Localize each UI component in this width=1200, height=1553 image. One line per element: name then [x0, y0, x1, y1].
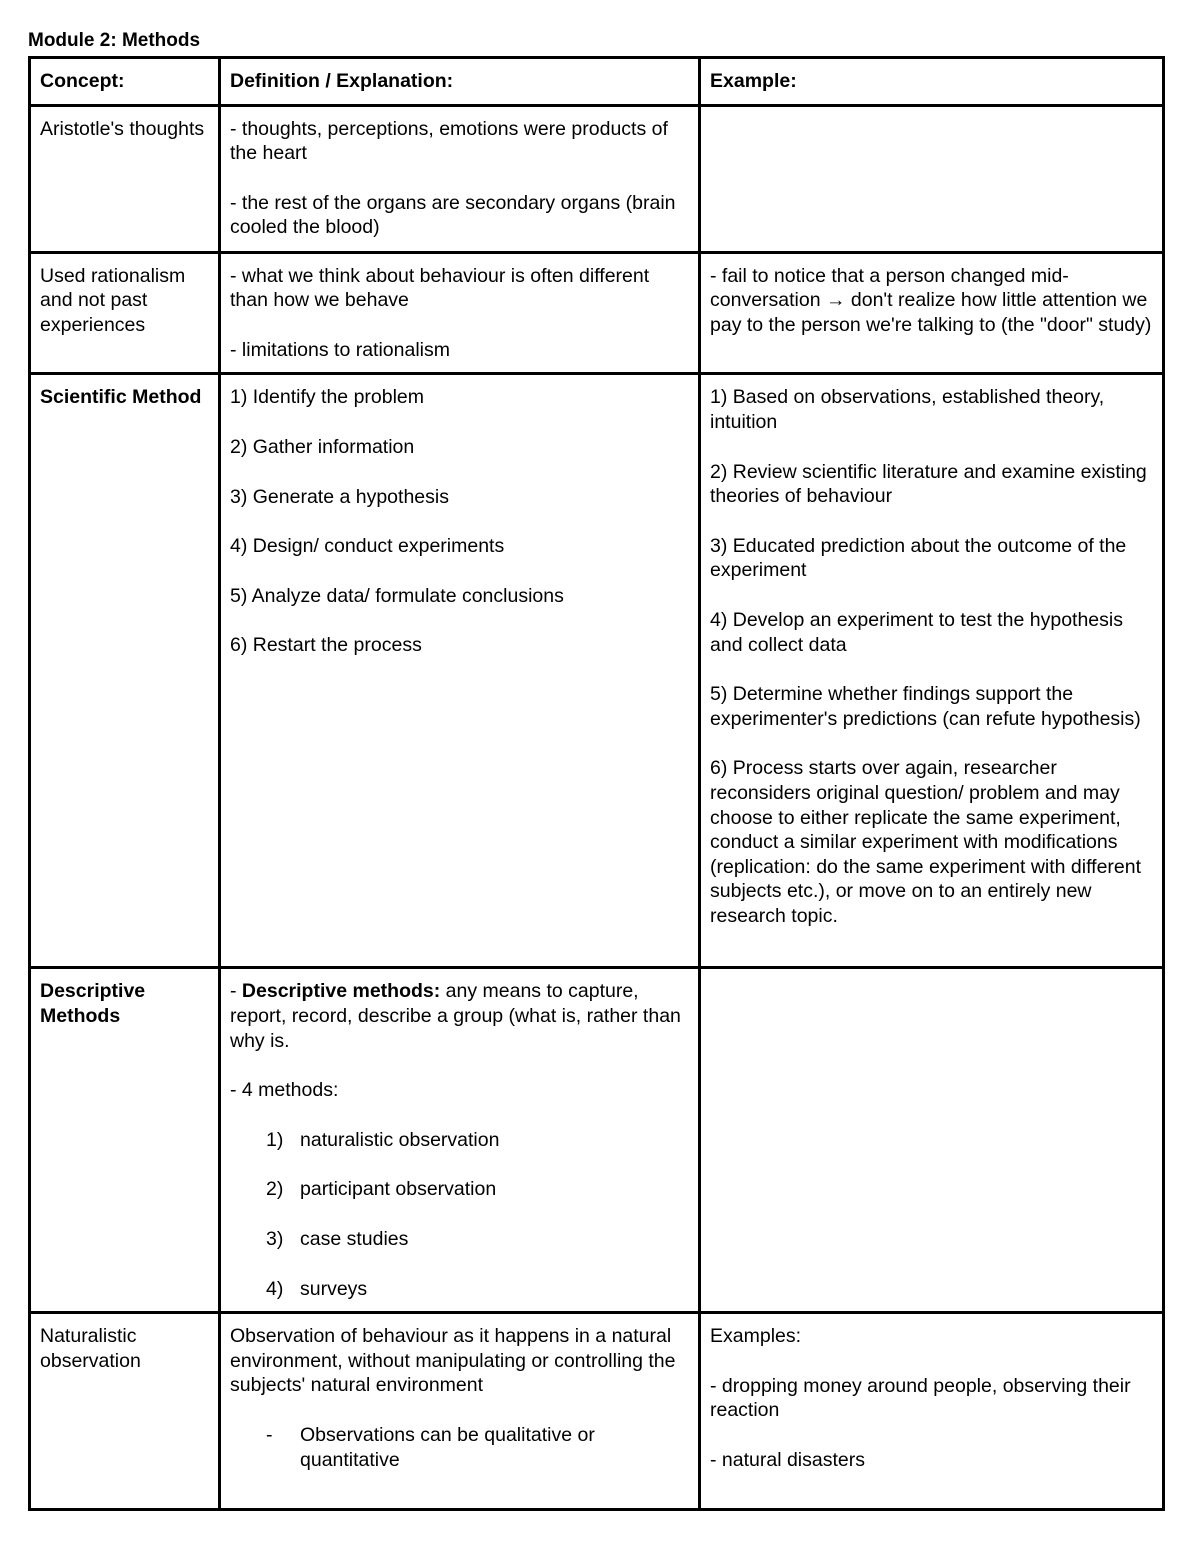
- concept-label: Descriptive Methods: [40, 980, 146, 1027]
- definition-cell: [220, 1313, 700, 1510]
- step-item: 5) Analyze data/ formulate conclusions: [230, 584, 564, 607]
- example-paragraph: Examples:: [710, 1325, 802, 1348]
- list-item: [230, 1423, 689, 1472]
- table-header-row: [30, 58, 1164, 106]
- term-label: Descriptive methods:: [241, 980, 441, 1003]
- list-marker: 4): [266, 1277, 284, 1300]
- table-row: [30, 105, 1164, 252]
- example-paragraph: - natural disasters: [710, 1448, 865, 1471]
- example-cell: [700, 968, 1164, 1313]
- notes-table: [28, 56, 1165, 1511]
- list-marker: -: [266, 1423, 273, 1446]
- concept-cell: [30, 374, 220, 968]
- definition-paragraph: - thoughts, perceptions, emotions were products of the heart: [230, 117, 668, 165]
- list-marker: 1): [266, 1128, 284, 1151]
- definition-paragraph: - limitations to rationalism: [230, 338, 450, 361]
- page-title: Module 2: Methods: [28, 30, 201, 51]
- example-cell: [700, 105, 1164, 252]
- concept-label: Aristotle's thoughts: [40, 117, 205, 140]
- list-marker: 3): [266, 1227, 284, 1250]
- header-example: Example:: [700, 58, 1164, 106]
- concept-cell: [30, 252, 220, 374]
- table-row: [30, 252, 1164, 374]
- header-definition: Definition / Explanation:: [220, 58, 700, 106]
- table-row: [30, 968, 1164, 1313]
- example-paragraph: 5) Determine whether findings support the experimenter's predictions (can refute hypothesis): [710, 683, 1141, 730]
- example-cell: [700, 1313, 1164, 1510]
- concept-cell: [30, 1313, 220, 1510]
- concept-cell: [30, 105, 220, 252]
- header-concept: Concept:: [30, 58, 220, 106]
- definition-paragraph: - what we think about behaviour is often different than how we behave: [230, 264, 650, 312]
- dash-prefix: -: [230, 980, 242, 1003]
- definition-cell: [220, 374, 700, 968]
- table-row: [30, 374, 1164, 968]
- step-item: 2) Gather information: [230, 435, 415, 458]
- definition-cell: [220, 252, 700, 374]
- example-paragraph: 6) Process starts over again, researcher reconsiders original question/ problem and may choose to either replicate the same experiment, conduct a similar experiment with modifications (replication: do the same experiment with different subjects etc.), or move on to an entirely new research topic.: [710, 757, 1142, 927]
- list-item-text: case studies: [300, 1227, 409, 1250]
- example-paragraph: 3) Educated prediction about the outcome of the experiment: [710, 534, 1127, 582]
- list-item-text: surveys: [300, 1277, 368, 1300]
- sub-bullet-list: [230, 1423, 689, 1472]
- example-cell: [700, 374, 1164, 968]
- definition-paragraph: [230, 979, 689, 1053]
- concept-label: Naturalistic observation: [40, 1325, 141, 1372]
- term-description: any means to capture, report, record, describe a group (what is, rather than why is.: [230, 980, 681, 1052]
- definition-paragraph: Observation of behaviour as it happens in a natural environment, without manipulating or controlling the subjects' natural environment: [230, 1325, 676, 1397]
- step-item: 1) Identify the problem: [230, 386, 425, 409]
- example-paragraph: 2) Review scientific literature and examine existing theories of behaviour: [710, 460, 1147, 508]
- definition-cell: [220, 968, 700, 1313]
- table-row: [30, 1313, 1164, 1510]
- concept-label: Scientific Method: [40, 386, 202, 409]
- list-item: [230, 1177, 689, 1202]
- example-paragraph: 4) Develop an experiment to test the hypothesis and collect data: [710, 608, 1123, 656]
- list-item-text: Observations can be qualitative or quantitative: [300, 1423, 595, 1471]
- concept-label: Used rationalism and not past experiences: [40, 264, 186, 336]
- list-item-text: participant observation: [300, 1178, 497, 1201]
- definition-paragraph: - the rest of the organs are secondary organs (brain cooled the blood): [230, 191, 676, 239]
- concept-cell: [30, 968, 220, 1313]
- list-item: [230, 1277, 689, 1302]
- list-item: [230, 1128, 689, 1153]
- example-paragraph: 1) Based on observations, established theory, intuition: [710, 386, 1105, 433]
- definition-cell: [220, 105, 700, 252]
- step-item: 3) Generate a hypothesis: [230, 485, 449, 508]
- list-marker: 2): [266, 1178, 284, 1201]
- definition-paragraph: - 4 methods:: [230, 1079, 339, 1102]
- example-paragraph: - fail to notice that a person changed mid-conversation → don't realize how little attention we pay to the person we're talking to (the "door" study): [710, 264, 1152, 336]
- example-cell: [700, 252, 1164, 374]
- methods-list: [230, 1128, 689, 1301]
- example-paragraph: - dropping money around people, observing their reaction: [710, 1374, 1131, 1422]
- list-item-text: naturalistic observation: [300, 1128, 500, 1151]
- step-item: 6) Restart the process: [230, 634, 422, 657]
- list-item: [230, 1227, 689, 1252]
- step-item: 4) Design/ conduct experiments: [230, 535, 505, 558]
